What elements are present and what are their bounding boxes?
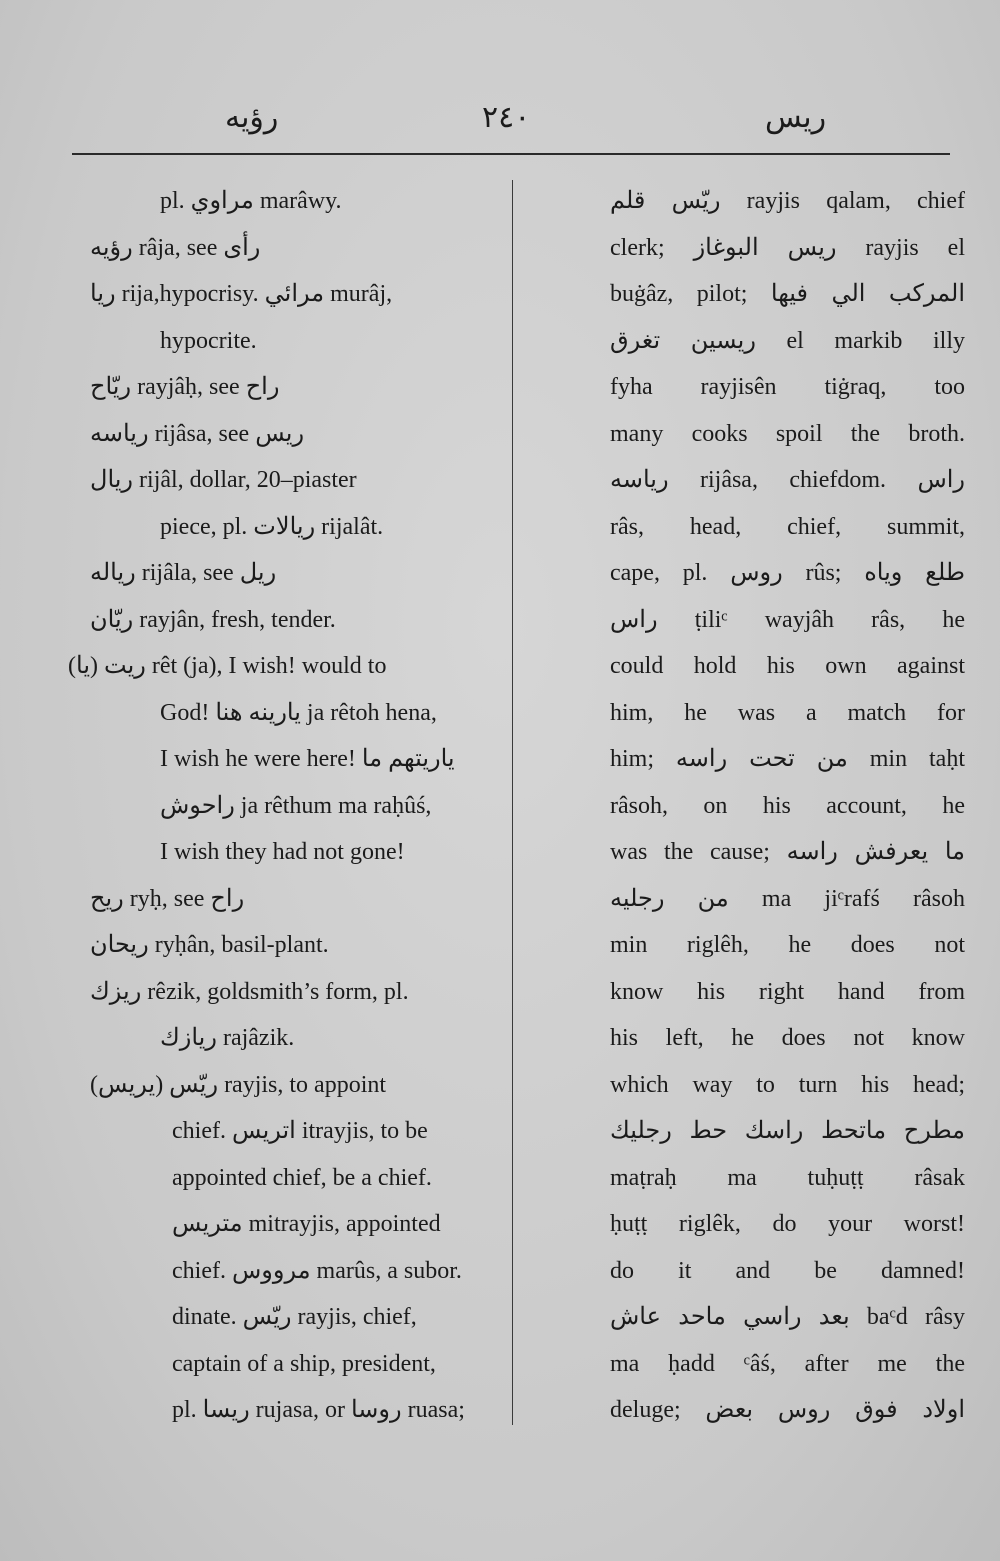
entry-line: ريح ryḥ, see راح — [90, 885, 245, 912]
entry-line: was the cause; ما يعرفش راسه — [610, 839, 965, 865]
entry-line: could hold his own against — [610, 653, 965, 679]
entry-line: راس ṭiliᶜ wayjâh râs, he — [610, 606, 965, 633]
entry-line: him, he was a match for — [610, 699, 965, 726]
entry-line: (يا) ريت rêt (ja), I wish! would to — [68, 653, 387, 679]
entry-line: ريال rijâl, dollar, 20–piaster — [90, 467, 357, 493]
entry-line: min riglêh, he does not — [610, 932, 965, 958]
entry-line: hypocrite. — [160, 327, 257, 354]
header-rule — [72, 153, 950, 155]
entry-line: ḥuṭṭ riglêk, do your worst! — [610, 1211, 965, 1237]
entry-line: ريا rija,hypocrisy. مرائي murâj, — [90, 281, 393, 307]
entry-line: deluge; اولاد فوق روس بعض — [610, 1397, 966, 1423]
entry-line: captain of a ship, president, — [172, 1350, 436, 1377]
entry-line: dinate. ريّس rayjis, chief, — [172, 1304, 417, 1330]
entry-line: maṭraḥ ma tuḥuṭṭ râsak — [610, 1164, 965, 1191]
entry-line: رياسه rijâsa, chiefdom. راس — [610, 467, 965, 493]
entry-line: ريّان rayjân, fresh, tender. — [90, 606, 336, 633]
entry-line: chief. اتريس itrayjis, to be — [172, 1118, 428, 1144]
entry-line: من رجليه ma jiᶜrafś râsoh — [610, 885, 965, 912]
entry-line: him; من تحت راسه min taḥt — [610, 746, 965, 772]
entry-line: ma ḥadd ᶜâś, after me the — [610, 1350, 965, 1377]
entry-line: chief. مرووس marûs, a subor. — [172, 1257, 462, 1284]
page-number: ٢٤٠ — [482, 101, 531, 134]
entry-line: pl. ريسا rujasa, or روسا ruasa; — [172, 1397, 465, 1423]
right-column — [610, 178, 965, 1434]
entry-line: رياسه rijâsa, see ريس — [90, 420, 305, 447]
entry-line: ريّس (يريس) rayjis, to appoint — [90, 1071, 387, 1098]
entry-line: ريّس قلم rayjis qalam, chief — [610, 188, 965, 214]
entry-line: I wish he were here! ياريتهم ما — [160, 746, 455, 772]
page-header — [0, 100, 1000, 150]
entry-line: ريازك rajâzik. — [160, 1025, 295, 1051]
entry-line: ريزك rêzik, goldsmith’s form, pl. — [90, 978, 409, 1005]
entry-line: know his right hand from — [610, 978, 965, 1005]
entry-line: مطرح ماتحط راسك حط رجليك — [610, 1118, 965, 1144]
entry-line: râsoh, on his account, he — [610, 792, 965, 819]
column-divider — [512, 180, 513, 1425]
entry-line: ريّاح rayjâḥ, see راح — [90, 374, 280, 400]
entry-line: do it and be damned! — [610, 1257, 965, 1284]
entry-line: ريسين تغرق el markib illy — [610, 327, 965, 354]
entry-line: متريس mitrayjis, appointed — [172, 1211, 441, 1237]
entry-line: many cooks spoil the broth. — [610, 420, 965, 447]
entry-line: I wish they had not gone! — [160, 839, 405, 865]
entry-line: رياله rijâla, see ريل — [90, 560, 277, 586]
entry-line: بعد راسي ماحد عاش baᶜd râsy — [610, 1304, 965, 1330]
header-left-word: رؤيه — [225, 100, 279, 135]
entry-line: clerk; ريس البوغاز rayjis el — [610, 234, 965, 261]
entry-line: pl. مراوي marâwy. — [160, 188, 342, 214]
entry-line: râs, head, chief, summit, — [610, 513, 965, 540]
entry-line: ريحان ryḥân, basil-plant. — [90, 932, 329, 958]
entry-line: God! يارينه هنا ja rêtoh hena, — [160, 699, 437, 726]
entry-line: راحوش ja rêthum ma raḥûś, — [160, 792, 432, 819]
entry-line: appointed chief, be a chief. — [172, 1164, 432, 1191]
left-column — [68, 178, 515, 1434]
entry-line: cape, pl. روس rûs; طلع وياه — [610, 560, 965, 586]
entry-line: his left, he does not know — [610, 1025, 965, 1051]
entry-line: رؤيه râja, see رأى — [90, 234, 261, 261]
entry-line: which way to turn his head; — [610, 1071, 965, 1098]
entry-line: piece, pl. ريالات rijalât. — [160, 513, 384, 540]
entry-line: fyha rayjisên tiġraq, too — [610, 374, 965, 400]
header-right-word: ريس — [765, 100, 827, 135]
entry-line: buġâz, pilot; المركب الي فيها — [610, 281, 965, 307]
